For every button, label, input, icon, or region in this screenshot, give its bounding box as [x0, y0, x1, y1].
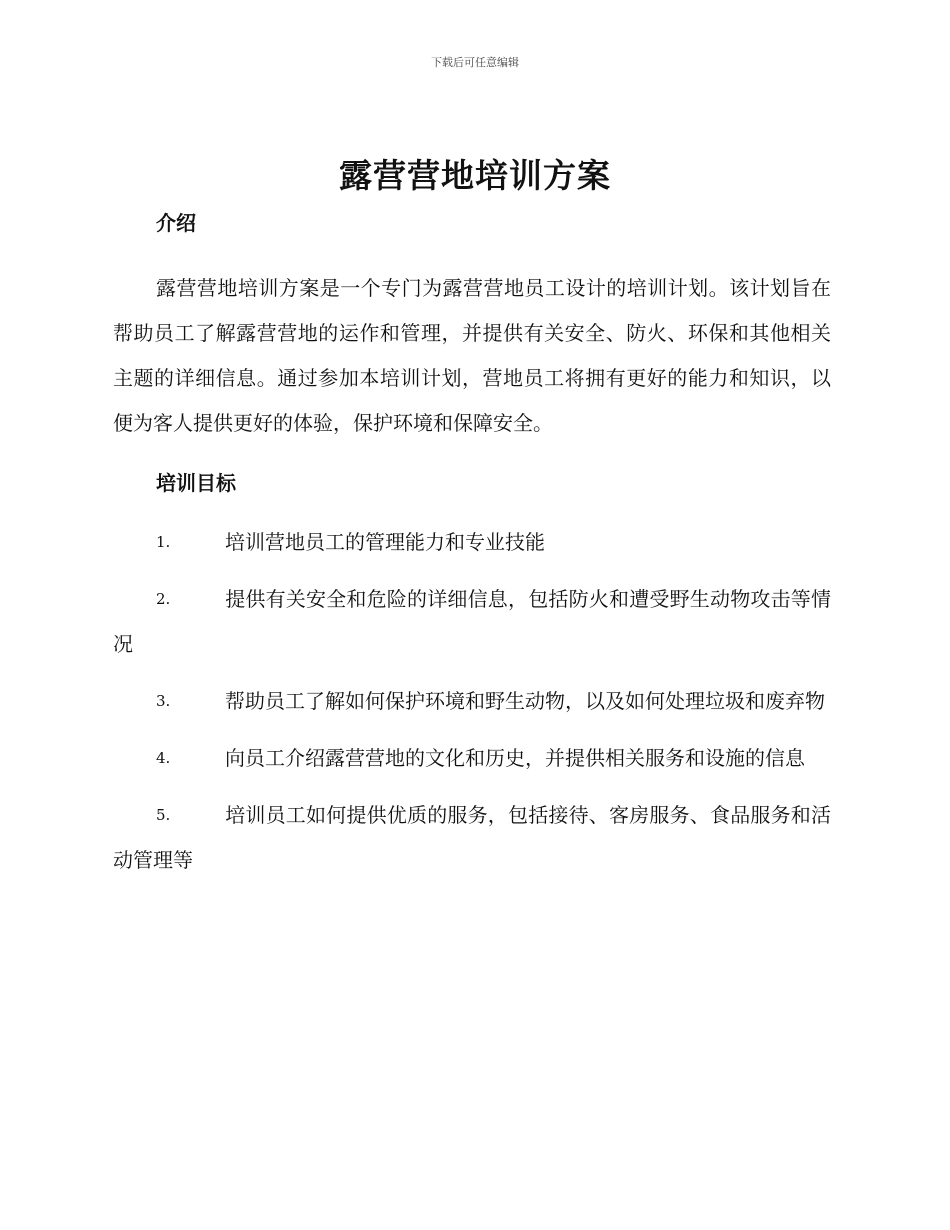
list-item — [113, 520, 831, 565]
list-item-number: 3. — [156, 692, 171, 710]
list-item-text: 帮助员工了解如何保护环境和野生动物，以及如何处理垃圾和废弃物 — [225, 689, 825, 713]
goals-list — [113, 520, 831, 883]
list-item — [113, 736, 831, 781]
list-item — [113, 679, 831, 724]
goals-heading: 培训目标 — [156, 471, 236, 495]
list-item — [113, 793, 831, 883]
header-note: 下载后可任意编辑 — [431, 56, 519, 69]
intro-paragraph: 露营营地培训方案是一个专门为露营营地员工设计的培训计划。该计划旨在帮助员工了解露营营地的运作和管理，并提供有关安全、防火、环保和其他相关主题的详细信息。通过参加本培训计划，营地员工将拥有更好的能力和知识，以便为客人提供更好的体验，保护环境和保障安全。 — [113, 276, 831, 435]
list-item — [113, 577, 831, 667]
intro-heading: 介绍 — [156, 211, 196, 235]
list-item-number: 1. — [156, 533, 171, 551]
document-body — [113, 206, 831, 883]
list-item-number: 2. — [156, 590, 171, 608]
document-title: 露营营地培训方案 — [339, 156, 611, 195]
list-item-number: 4. — [156, 749, 171, 767]
list-item-number: 5. — [156, 806, 171, 824]
list-item-text: 提供有关安全和危险的详细信息，包括防火和遭受野生动物攻击等情况 — [113, 587, 831, 656]
list-item-text: 培训营地员工的管理能力和专业技能 — [225, 530, 545, 554]
list-item-text: 向员工介绍露营营地的文化和历史，并提供相关服务和设施的信息 — [225, 746, 805, 770]
list-item-text: 培训员工如何提供优质的服务，包括接待、客房服务、食品服务和活动管理等 — [113, 803, 831, 872]
